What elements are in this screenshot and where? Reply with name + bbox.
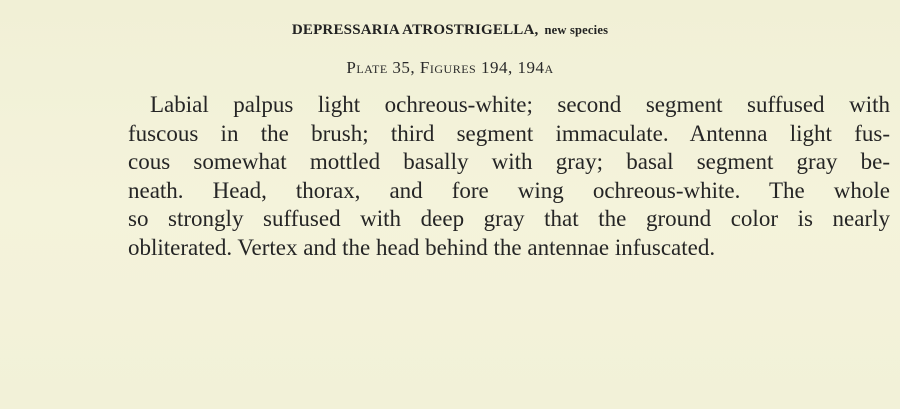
species-status: new species — [544, 23, 609, 37]
paragraph-line: fuscous in the brush; third segment immaculate. Antenna light fus- — [128, 120, 890, 146]
paragraph-line: cous somewhat mottled basally with gray; basal segment gray be- — [128, 149, 890, 174]
paragraph-line: obliterated. Vertex and the head behind the antennae infuscated. — [128, 234, 716, 260]
paragraph-line: Labial palpus light ochreous-white; second segment suffused with — [150, 92, 890, 117]
paragraph-line: neath. Head, thorax, and fore wing ochreous-white. The whole — [128, 177, 890, 203]
plate-reference: Plate 35, Figures 194, 194a — [346, 58, 554, 77]
paragraph-line: so strongly suffused with deep gray that the ground color is nearly — [128, 206, 890, 231]
species-title: DEPRESSARIA ATROSTRIGELLA, — [291, 22, 539, 38]
description-paragraph — [128, 91, 890, 262]
species-heading — [0, 22, 900, 39]
